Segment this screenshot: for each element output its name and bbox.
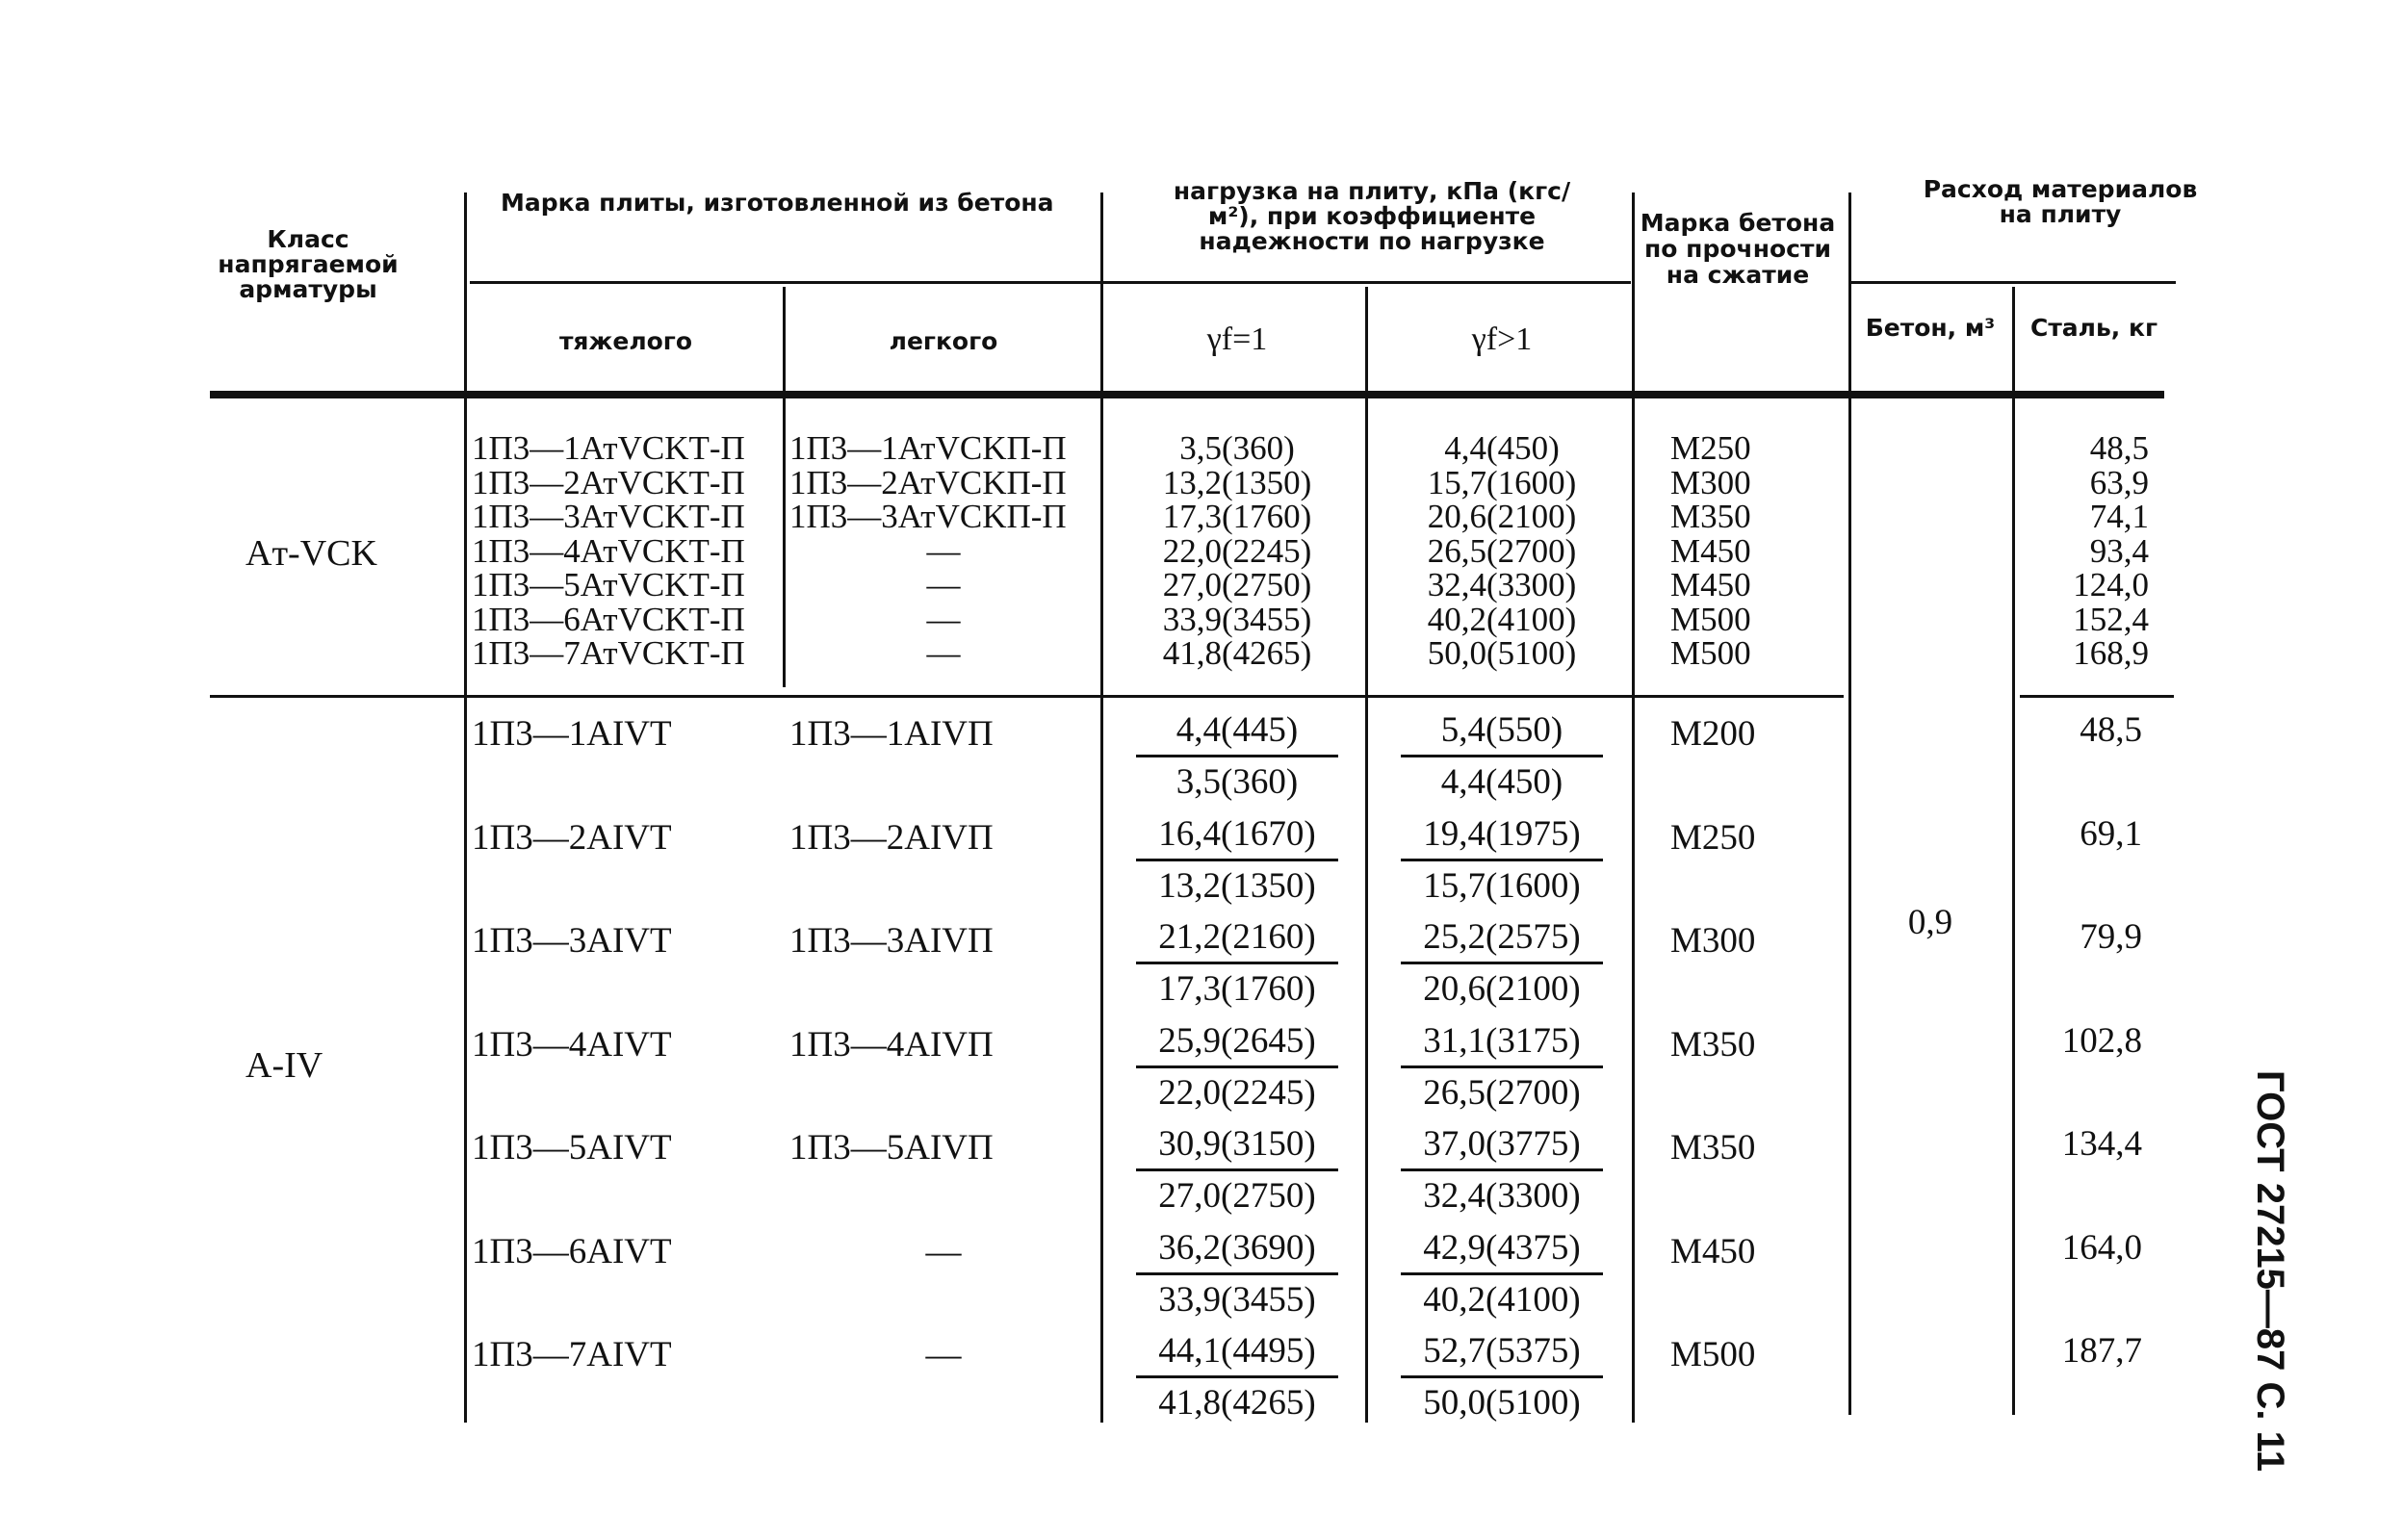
group1-concrete-mark: М450	[1670, 566, 1751, 603]
group2-load-gf1-bottom: 22,0(2245)	[1158, 1072, 1316, 1113]
fraction-line-gf2	[1401, 1272, 1603, 1275]
group1-load-gf2: 15,7(1600)	[1427, 463, 1577, 501]
group2-load-gf1-bottom: 3,5(360)	[1176, 762, 1299, 802]
group1-light-mark: —	[926, 634, 961, 672]
group1-light-mark: 1П3—3АтVCKП-П	[789, 498, 1067, 535]
group2-light-mark: 1П3—3AIVП	[789, 921, 994, 961]
col-line-7	[2012, 287, 2015, 1415]
group2-steel: 48,5	[2080, 710, 2142, 750]
header-sub-line-right	[1850, 281, 2176, 284]
group2-steel: 79,9	[2080, 917, 2142, 957]
group2-load-gf2-top: 42,9(4375)	[1423, 1227, 1581, 1268]
group1-heavy-mark: 1П3—1АтVCKТ-П	[472, 429, 745, 467]
group1-heavy-mark: 1П3—6АтVCKТ-П	[472, 600, 745, 638]
fraction-line-gf2	[1401, 1065, 1603, 1068]
group1-concrete-mark: М450	[1670, 531, 1751, 570]
group-separator	[210, 695, 1844, 698]
group1-load-gf1: 41,8(4265)	[1162, 634, 1312, 672]
fraction-line-gf1	[1136, 1065, 1338, 1068]
group1-load-gf1: 17,3(1760)	[1162, 498, 1312, 535]
fraction-line-gf1	[1136, 859, 1338, 861]
header-heavy: тяжелого	[558, 327, 693, 355]
group1-class: Aт-VCK	[245, 533, 377, 574]
fraction-line-gf2	[1401, 755, 1603, 757]
group1-light-mark: 1П3—2АтVCKП-П	[789, 463, 1067, 501]
group1-light-mark: —	[926, 531, 961, 570]
group1-load-gf1: 27,0(2750)	[1162, 566, 1312, 603]
group1-light-mark: 1П3—1АтVCKП-П	[789, 429, 1067, 467]
group2-load-gf2-bottom: 26,5(2700)	[1423, 1072, 1581, 1113]
group1-light-mark: —	[926, 600, 961, 638]
group2-load-gf1-top: 36,2(3690)	[1158, 1227, 1316, 1268]
group1-concrete-mark: М300	[1670, 463, 1751, 501]
group1-steel: 63,9	[2089, 463, 2149, 501]
group2-light-mark: 1П3—4AIVП	[789, 1024, 994, 1065]
group2-steel: 187,7	[2061, 1331, 2142, 1371]
group2-light-mark: 1П3—5AIVП	[789, 1128, 994, 1168]
fraction-line-gf1	[1136, 1168, 1338, 1171]
group2-load-gf2-bottom: 20,6(2100)	[1423, 969, 1581, 1009]
group2-load-gf1-bottom: 41,8(4265)	[1158, 1383, 1316, 1423]
fraction-line-gf2	[1401, 1168, 1603, 1171]
group1-concrete-mark: М250	[1670, 429, 1751, 467]
group2-load-gf1-bottom: 17,3(1760)	[1158, 969, 1316, 1009]
group2-heavy-mark: 1П3—4AIVT	[472, 1024, 672, 1065]
header-steel: Сталь, кг	[2029, 314, 2158, 342]
group1-load-gf2: 50,0(5100)	[1427, 634, 1577, 672]
group2-load-gf2-bottom: 4,4(450)	[1440, 762, 1563, 802]
group2-load-gf2-top: 5,4(550)	[1440, 710, 1563, 750]
group1-load-gf1: 33,9(3455)	[1162, 600, 1312, 638]
header-mark-group: Марка плиты, изготовленной из бетона	[501, 189, 1054, 217]
group2-steel: 102,8	[2061, 1020, 2142, 1061]
group2-light-mark: 1П3—1AIVП	[789, 714, 994, 754]
fraction-line-gf1	[1136, 1375, 1338, 1378]
group2-concrete-mark: М450	[1670, 1231, 1756, 1271]
group2-concrete-mark: М300	[1670, 921, 1756, 961]
group2-load-gf1-bottom: 27,0(2750)	[1158, 1176, 1316, 1216]
group1-load-gf2: 40,2(4100)	[1427, 600, 1577, 638]
group1-heavy-mark: 1П3—3АтVCKТ-П	[472, 498, 745, 535]
group1-heavy-mark: 1П3—4АтVCKТ-П	[472, 531, 745, 570]
group2-load-gf2-bottom: 32,4(3300)	[1423, 1176, 1581, 1216]
group2-heavy-mark: 1П3—1AIVT	[472, 714, 672, 754]
fraction-line-gf2	[1401, 962, 1603, 964]
header-sub-line-left	[470, 281, 1631, 284]
concrete-value: 0,9	[1907, 903, 1953, 942]
group2-load-gf1-top: 25,9(2645)	[1158, 1020, 1316, 1061]
group2-load-gf2-top: 19,4(1975)	[1423, 813, 1581, 854]
col-line-5	[1632, 192, 1635, 1423]
group2-load-gf1-top: 44,1(4495)	[1158, 1331, 1316, 1371]
group2-load-gf1-top: 16,4(1670)	[1158, 813, 1316, 854]
header-class: Класс напрягаемой арматуры	[218, 225, 399, 303]
group2-load-gf2-top: 52,7(5375)	[1423, 1331, 1581, 1371]
group1-concrete-mark: М500	[1670, 600, 1751, 638]
group1-concrete-mark: М500	[1670, 634, 1751, 672]
fraction-line-gf2	[1401, 1375, 1603, 1378]
col-line-2b	[783, 701, 786, 1423]
group1-heavy-mark: 1П3—5АтVCKТ-П	[472, 566, 745, 603]
group2-concrete-mark: М500	[1670, 1335, 1756, 1374]
group1-load-gf2: 20,6(2100)	[1427, 498, 1577, 535]
fraction-line-gf1	[1136, 1272, 1338, 1275]
group1-heavy-mark: 1П3—2АтVCKТ-П	[472, 463, 745, 501]
group2-heavy-mark: 1П3—2AIVT	[472, 817, 672, 858]
group2-heavy-mark: 1П3—3AIVT	[472, 921, 672, 961]
group2-load-gf1-bottom: 33,9(3455)	[1158, 1279, 1316, 1320]
group2-load-gf1-bottom: 13,2(1350)	[1158, 865, 1316, 906]
group2-load-gf2-bottom: 50,0(5100)	[1423, 1383, 1581, 1423]
group2-load-gf2-bottom: 40,2(4100)	[1423, 1279, 1581, 1320]
group1-steel: 168,9	[2073, 634, 2149, 672]
group2-load-gf1-top: 21,2(2160)	[1158, 917, 1316, 957]
group1-steel: 93,4	[2089, 531, 2149, 570]
group-separator-steel	[2020, 695, 2174, 698]
group2-concrete-mark: М250	[1670, 817, 1756, 858]
header-bottom-rule	[210, 391, 2164, 398]
group1-steel: 74,1	[2089, 498, 2149, 535]
group1-concrete-mark: М350	[1670, 498, 1751, 535]
col-line-1	[464, 192, 467, 1423]
group1-heavy-mark: 1П3—7АтVCKТ-П	[472, 634, 745, 672]
header-load-group: нагрузка на плиту, кПа (кгс/м²), при коэффициенте надежности по нагрузке	[1173, 177, 1571, 255]
group2-steel: 69,1	[2080, 813, 2142, 854]
col-line-6	[1848, 192, 1851, 1415]
group2-steel: 164,0	[2061, 1227, 2142, 1268]
group2-load-gf2-top: 37,0(3775)	[1423, 1124, 1581, 1164]
group2-light-mark: —	[925, 1335, 962, 1374]
header-gf1: γf=1	[1206, 321, 1268, 357]
group1-load-gf2: 4,4(450)	[1444, 429, 1560, 467]
group1-light-mark: —	[926, 566, 961, 603]
header-consumption: Расход материалов на плиту	[1923, 175, 2198, 228]
group2-heavy-mark: 1П3—7AIVT	[472, 1335, 672, 1374]
group2-concrete-mark: М200	[1670, 714, 1756, 754]
group2-steel: 134,4	[2061, 1124, 2142, 1164]
header-gf2: γf>1	[1471, 321, 1533, 357]
group2-light-mark: 1П3—2AIVП	[789, 817, 994, 858]
group2-load-gf1-top: 4,4(445)	[1176, 710, 1299, 750]
group1-steel: 48,5	[2089, 429, 2149, 467]
group2-load-gf2-bottom: 15,7(1600)	[1423, 865, 1581, 906]
group1-load-gf2: 32,4(3300)	[1427, 566, 1577, 603]
group1-load-gf2: 26,5(2700)	[1427, 531, 1577, 570]
group1-load-gf1: 13,2(1350)	[1162, 463, 1312, 501]
group2-concrete-mark: М350	[1670, 1128, 1756, 1168]
gost-side-label: ГОСТ 27215—87 С. 11	[2249, 1070, 2291, 1472]
header-concrete: Бетон, м³	[1865, 314, 1996, 342]
group2-class: A-IV	[245, 1045, 323, 1086]
group2-concrete-mark: М350	[1670, 1024, 1756, 1065]
group1-steel: 124,0	[2073, 566, 2149, 603]
fraction-line-gf1	[1136, 962, 1338, 964]
group2-load-gf2-top: 31,1(3175)	[1423, 1020, 1581, 1061]
group2-heavy-mark: 1П3—6AIVT	[472, 1231, 672, 1271]
group2-light-mark: —	[925, 1231, 962, 1271]
group2-load-gf1-top: 30,9(3150)	[1158, 1124, 1316, 1164]
group1-steel: 152,4	[2073, 600, 2149, 638]
header-light: легкого	[889, 327, 998, 355]
header-strength: Марка бетона по прочности на сжатие	[1640, 209, 1836, 289]
group2-load-gf2-top: 25,2(2575)	[1423, 917, 1581, 957]
group1-load-gf1: 22,0(2245)	[1162, 531, 1312, 570]
group1-load-gf1: 3,5(360)	[1179, 429, 1295, 467]
col-line-2	[783, 287, 786, 687]
group2-heavy-mark: 1П3—5AIVT	[472, 1128, 672, 1168]
fraction-line-gf1	[1136, 755, 1338, 757]
fraction-line-gf2	[1401, 859, 1603, 861]
col-line-3	[1100, 192, 1103, 1423]
